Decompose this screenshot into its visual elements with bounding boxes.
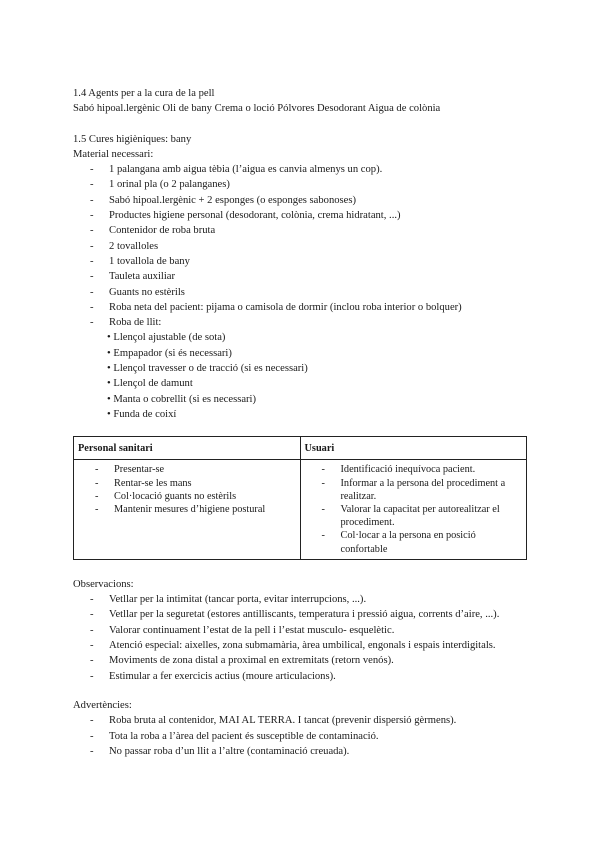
spacer — [73, 117, 533, 132]
list-item: - Estimular a fer exercicis actius (moure articulacions). — [73, 669, 533, 684]
list-item: • Llençol de damunt — [107, 378, 193, 390]
list-item: - Tota la roba a l’àrea del pacient és susceptible de contaminació. — [73, 729, 533, 744]
list-item: - Presentar-se — [78, 463, 296, 476]
observacions-list — [73, 592, 533, 684]
bed-linen-list — [73, 330, 533, 422]
list-item: - Vetllar per la intimitat (tancar porta, evitar interrupcions, ...). — [73, 592, 533, 607]
advertencies-list — [73, 713, 533, 759]
list-item: - No passar roba d’un llit a l’altre (contaminació creuada). — [73, 744, 533, 759]
personal-sanitari-list — [78, 463, 296, 516]
list-item: - 2 tovalloles — [73, 239, 533, 254]
care-roles-table — [73, 436, 527, 560]
document-page — [73, 86, 533, 759]
list-item: - Informar a la persona del procediment a realitzar. — [305, 477, 523, 503]
usuari-cell — [300, 460, 527, 559]
list-item: • Funda de coixí — [107, 408, 177, 420]
list-item: • Llençol travesser o de tracció (si es necessari) — [107, 363, 308, 375]
list-item: - Valorar la capacitat per autorealitzar el procediment. — [305, 503, 523, 529]
list-item: - Roba neta del pacient: pijama o camisola de dormir (inclou roba interior o bolquer) — [73, 300, 533, 315]
list-item: - Contenidor de roba bruta — [73, 223, 533, 238]
table-header-row — [74, 437, 527, 460]
list-item: - Tauleta auxiliar — [73, 269, 533, 284]
list-item: - Col·locar a la persona en posició confortable — [305, 529, 523, 555]
list-item: - 1 orinal pla (o 2 palanganes) — [73, 177, 533, 192]
list-item: - Mantenir mesures d’higiene postural — [78, 503, 296, 516]
observacions-label: Observacions: — [73, 578, 134, 590]
list-item: - Valorar continuament l’estat de la pell i l’estat musculo- esquelètic. — [73, 623, 533, 638]
table-header-personal-sanitari: Personal sanitari — [74, 437, 301, 460]
skin-care-agents-list: Sabó hipoal.lergènic Oli de bany Crema o loció Pólvores Desodorant Aigua de colònia — [73, 103, 441, 115]
list-item: - Roba de llit: — [73, 315, 533, 330]
list-item: - Moviments de zona distal a proximal en extremitats (retorn venós). — [73, 653, 533, 668]
list-item: - Productes higiene personal (desodorant, colònia, crema hidratant, ...) — [73, 208, 533, 223]
personal-sanitari-cell — [74, 460, 301, 559]
list-item: • Manta o cobrellit (si es necessari) — [107, 393, 257, 405]
observacions-section — [73, 577, 533, 684]
usuari-list — [305, 463, 523, 555]
advertencies-section — [73, 698, 533, 759]
list-item: - 1 tovallola de bany — [73, 254, 533, 269]
list-item: - Identificació inequívoca pacient. — [305, 463, 523, 476]
list-item: • Empapador (si és necessari) — [107, 347, 232, 359]
list-item: • Llençol ajustable (de sota) — [107, 332, 226, 344]
list-item: - 1 palangana amb aigua tèbia (l’aigua es canvia almenys un cop). — [73, 162, 533, 177]
list-item: - Guants no estèrils — [73, 285, 533, 300]
table-header-usuari: Usuari — [300, 437, 527, 460]
advertencies-label: Advertències: — [73, 699, 132, 711]
list-item: - Sabó hipoal.lergènic + 2 esponges (o esponges sabonoses) — [73, 193, 533, 208]
section-agents-heading: 1.4 Agents per a la cura de la pell — [73, 88, 215, 99]
material-list — [73, 162, 533, 330]
list-item: - Roba bruta al contenidor, MAI AL TERRA. I tancat (prevenir dispersió gèrmens). — [73, 713, 533, 728]
list-item: - Rentar-se les mans — [78, 477, 296, 490]
list-item: - Col·locació guants no estèrils — [78, 490, 296, 503]
list-item: - Atenció especial: aixelles, zona submamària, àrea umbilical, engonals i espais interdigitals. — [73, 638, 533, 653]
table-row — [74, 460, 527, 559]
list-item: - Vetllar per la seguretat (estores antilliscants, temperatura i pressió aigua, corrents d’aire, ...). — [73, 607, 533, 622]
section-cures-heading: 1.5 Cures higièniques: bany — [73, 133, 192, 145]
material-label: Material necessari: — [73, 148, 154, 160]
